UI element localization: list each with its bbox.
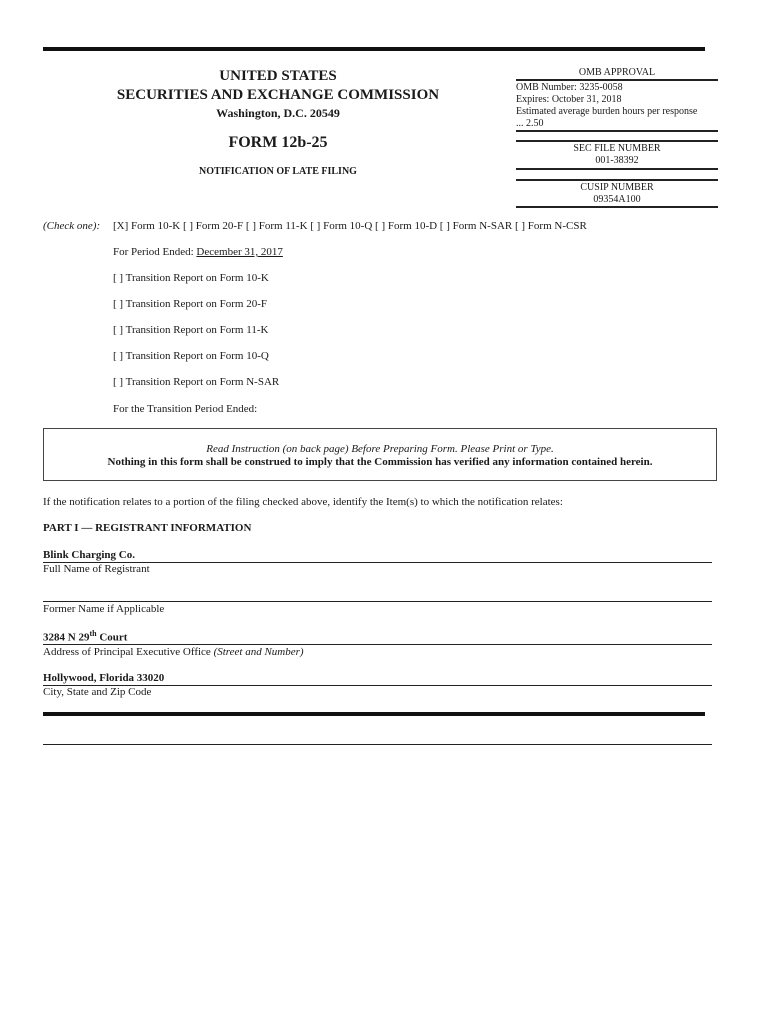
sec-file-number: 001-38392 (595, 155, 639, 166)
form-title: FORM 12b-25 (228, 134, 328, 151)
address-prefix: 3284 N 29 (43, 631, 90, 644)
transition-item: [ ] Transition Report on Form N-SAR (113, 376, 280, 388)
cusip-rule-bottom (516, 206, 718, 208)
notice-box (43, 428, 717, 481)
part1-heading: PART I — REGISTRANT INFORMATION (43, 522, 252, 534)
notice-instruction: Read Instruction (on back page) Before Preparing Form. Please Print or Type. (206, 443, 554, 455)
transition-item: [ ] Transition Report on Form 10-Q (113, 350, 269, 362)
period-label: For Period Ended: (113, 246, 194, 258)
agency-location: Washington, D.C. 20549 (216, 106, 340, 120)
address-value (43, 629, 127, 644)
check-one-label: (Check one): (43, 220, 101, 232)
check-one-options: [X] Form 10-K [ ] Form 20-F [ ] Form 11-K [ ] Form 10-Q [ ] Form 10-D [ ] Form N-SAR [ ] Form N-CSR (113, 220, 587, 232)
cusip-number: 09354A100 (593, 194, 641, 205)
period-ended (113, 246, 283, 258)
cusip-label: CUSIP NUMBER (580, 182, 654, 193)
transition-item: [ ] Transition Report on Form 11-K (113, 324, 269, 336)
omb-rule-bottom (516, 130, 718, 132)
registrant-name-label: Full Name of Registrant (43, 563, 150, 575)
registrant-name: Blink Charging Co. (43, 549, 135, 561)
omb-burden-line2: ... 2.50 (516, 118, 544, 129)
sec-file-rule (516, 140, 718, 142)
address-sup: th (89, 629, 97, 638)
address-rule (43, 644, 712, 645)
city-value: Hollywood, Florida 33020 (43, 672, 165, 684)
omb-number: OMB Number: 3235-0058 (516, 82, 623, 93)
transition-item: [ ] Transition Report on Form 20-F (113, 298, 268, 310)
city-label: City, State and Zip Code (43, 686, 152, 698)
address-suffix: Court (96, 631, 128, 644)
cusip-rule (516, 179, 718, 181)
transition-period-label: For the Transition Period Ended: (113, 403, 258, 415)
sec-file-label: SEC FILE NUMBER (573, 143, 661, 154)
omb-rule (516, 79, 718, 81)
former-name-label: Former Name if Applicable (43, 603, 165, 615)
omb-burden-line1: Estimated average burden hours per response (516, 106, 698, 117)
portion-note: If the notification relates to a portion of the filing checked above, identify the Item(s) to which the notification relates: (43, 496, 563, 508)
former-name-rule (43, 601, 712, 602)
omb-heading: OMB APPROVAL (578, 67, 656, 78)
address-label-row (43, 646, 304, 658)
notice-disclaimer: Nothing in this form shall be construed to imply that the Commission has verified any information contained herein. (107, 456, 653, 468)
top-rule (43, 47, 705, 51)
bottom-rule (43, 712, 705, 716)
agency-line2: SECURITIES AND EXCHANGE COMMISSION (116, 87, 440, 103)
address-label-note: (Street and Number) (213, 646, 304, 658)
omb-expires: Expires: October 31, 2018 (516, 94, 622, 105)
agency-line1: UNITED STATES (219, 68, 337, 84)
sec-file-rule-bottom (516, 168, 718, 170)
transition-item: [ ] Transition Report on Form 10-K (113, 272, 269, 284)
period-value: December 31, 2017 (196, 246, 283, 258)
address-label: Address of Principal Executive Office (43, 646, 211, 658)
form-subtitle: NOTIFICATION OF LATE FILING (199, 166, 357, 177)
bottom-thin-rule (43, 744, 712, 745)
